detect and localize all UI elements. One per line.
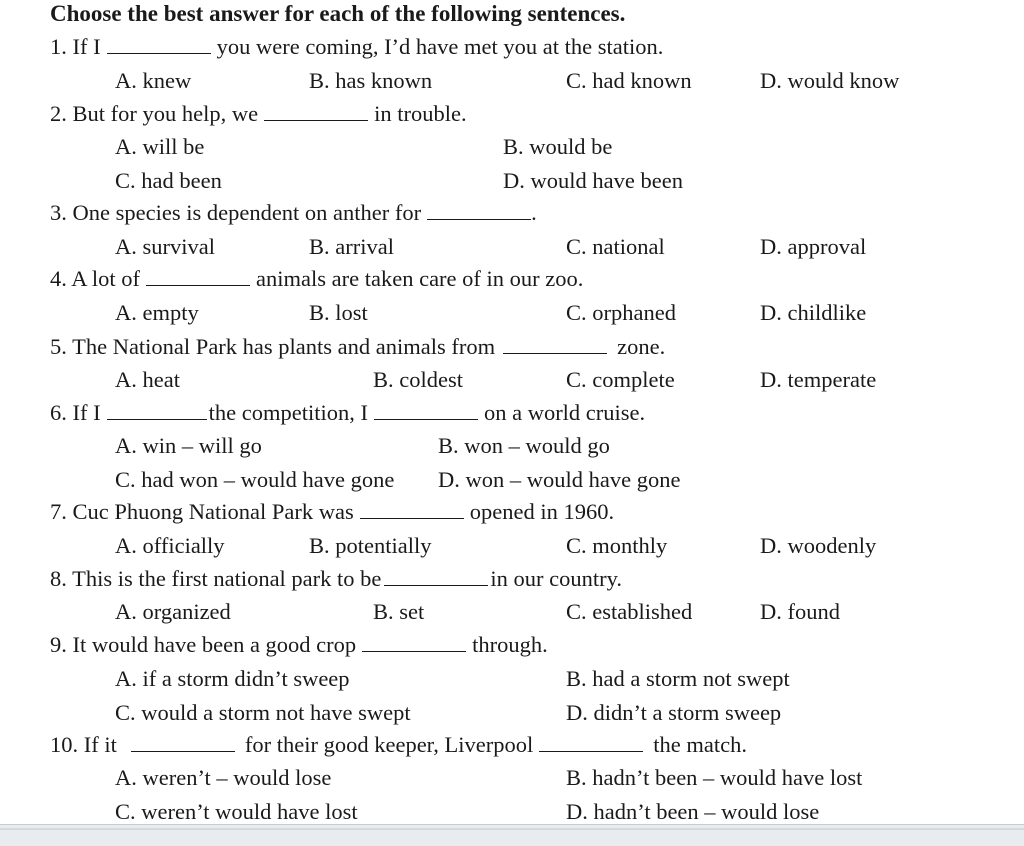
option-c: C. orphaned (566, 300, 676, 325)
answer-blank (374, 399, 478, 420)
answer-blank (427, 199, 531, 220)
option-c: C. complete (566, 367, 675, 392)
option-b: B. set (373, 599, 425, 624)
option-c: C. monthly (566, 533, 668, 558)
option-a: A. if a storm didn’t sweep (115, 666, 350, 691)
question-1 (50, 33, 663, 61)
question-number: 6. (50, 400, 67, 425)
answer-blank (107, 399, 207, 420)
question-text: the match. (653, 732, 747, 757)
question-5 (50, 333, 665, 361)
answer-blank (384, 565, 488, 586)
option-a: A. survival (115, 234, 215, 259)
question-4 (50, 265, 583, 293)
option-c: C. national (566, 234, 665, 259)
answer-blank (131, 731, 235, 752)
question-number: 1. (50, 34, 67, 59)
answer-blank (539, 731, 643, 752)
question-9 (50, 631, 548, 659)
option-a: A. will be (115, 134, 205, 159)
question-text: . (531, 200, 537, 225)
question-7 (50, 498, 614, 526)
answer-blank (360, 498, 464, 519)
option-c: C. had won – would have gone (115, 467, 395, 492)
question-text: If I (72, 34, 101, 59)
option-c: C. established (566, 599, 693, 624)
option-d: D. would know (760, 68, 900, 93)
question-number: 2. (50, 101, 67, 126)
question-number: 4. (50, 266, 67, 291)
question-text: One species is dependent on anther for (72, 200, 422, 225)
option-d: D. won – would have gone (438, 467, 681, 492)
option-a: A. win – will go (115, 433, 262, 458)
question-number: 9. (50, 632, 67, 657)
option-b: B. has known (309, 68, 433, 93)
question-text: But for you help, we (72, 101, 259, 126)
option-d: D. temperate (760, 367, 877, 392)
option-b: B. coldest (373, 367, 463, 392)
option-a: A. empty (115, 300, 199, 325)
question-number: 8. (50, 566, 67, 591)
question-number: 7. (50, 499, 67, 524)
question-number: 5. (50, 334, 67, 359)
option-b: B. would be (503, 134, 613, 159)
question-8 (50, 565, 622, 593)
answer-blank (362, 631, 466, 652)
option-d: D. would have been (503, 168, 683, 193)
question-text: in our country. (490, 566, 623, 591)
option-b: B. potentially (309, 533, 432, 558)
option-d: D. approval (760, 234, 867, 259)
option-a: A. heat (115, 367, 180, 392)
option-a: A. officially (115, 533, 225, 558)
option-b: B. hadn’t been – would have lost (566, 765, 863, 790)
option-b: B. lost (309, 300, 368, 325)
question-text: for their good keeper, Liverpool (244, 732, 534, 757)
option-d: D. childlike (760, 300, 867, 325)
answer-blank (107, 33, 211, 54)
question-10 (50, 731, 747, 759)
option-c: C. weren’t would have lost (115, 799, 358, 824)
question-text: the competition, I (208, 400, 368, 425)
question-text: through. (472, 632, 548, 657)
question-number: 10. (50, 732, 79, 757)
scrollbar-track[interactable] (0, 828, 1024, 830)
question-text: It would have been a good crop (72, 632, 357, 657)
question-text: opened in 1960. (469, 499, 615, 524)
question-2 (50, 100, 467, 128)
question-text: animals are taken care of in our zoo. (256, 266, 584, 291)
answer-blank (503, 333, 607, 354)
question-text: you were coming, I’d have met you at the station. (216, 34, 664, 59)
question-text: in trouble. (374, 101, 467, 126)
question-text: If it (83, 732, 117, 757)
option-c: C. had known (566, 68, 692, 93)
option-b: B. won – would go (438, 433, 610, 458)
option-b: B. had a storm not swept (566, 666, 790, 691)
option-c: C. would a storm not have swept (115, 700, 411, 725)
question-text: Cuc Phuong National Park was (72, 499, 354, 524)
option-b: B. arrival (309, 234, 394, 259)
question-text: zone. (617, 334, 666, 359)
question-text: The National Park has plants and animals from (72, 334, 496, 359)
question-text: If I (72, 400, 101, 425)
option-d: D. found (760, 599, 840, 624)
option-c: C. had been (115, 168, 222, 193)
question-text: A lot of (71, 266, 141, 291)
option-a: A. organized (115, 599, 231, 624)
horizontal-scrollbar[interactable] (0, 824, 1024, 846)
worksheet-title: Choose the best answer for each of the following sentences. (50, 1, 626, 26)
option-d: D. woodenly (760, 533, 877, 558)
option-d: D. hadn’t been – would lose (566, 799, 820, 824)
option-a: A. knew (115, 68, 192, 93)
option-d: D. didn’t a storm sweep (566, 700, 782, 725)
question-text: on a world cruise. (483, 400, 646, 425)
question-3 (50, 199, 537, 227)
question-number: 3. (50, 200, 67, 225)
answer-blank (264, 100, 368, 121)
answer-blank (146, 265, 250, 286)
question-6 (50, 399, 645, 427)
option-a: A. weren’t – would lose (115, 765, 332, 790)
question-text: This is the first national park to be (72, 566, 382, 591)
